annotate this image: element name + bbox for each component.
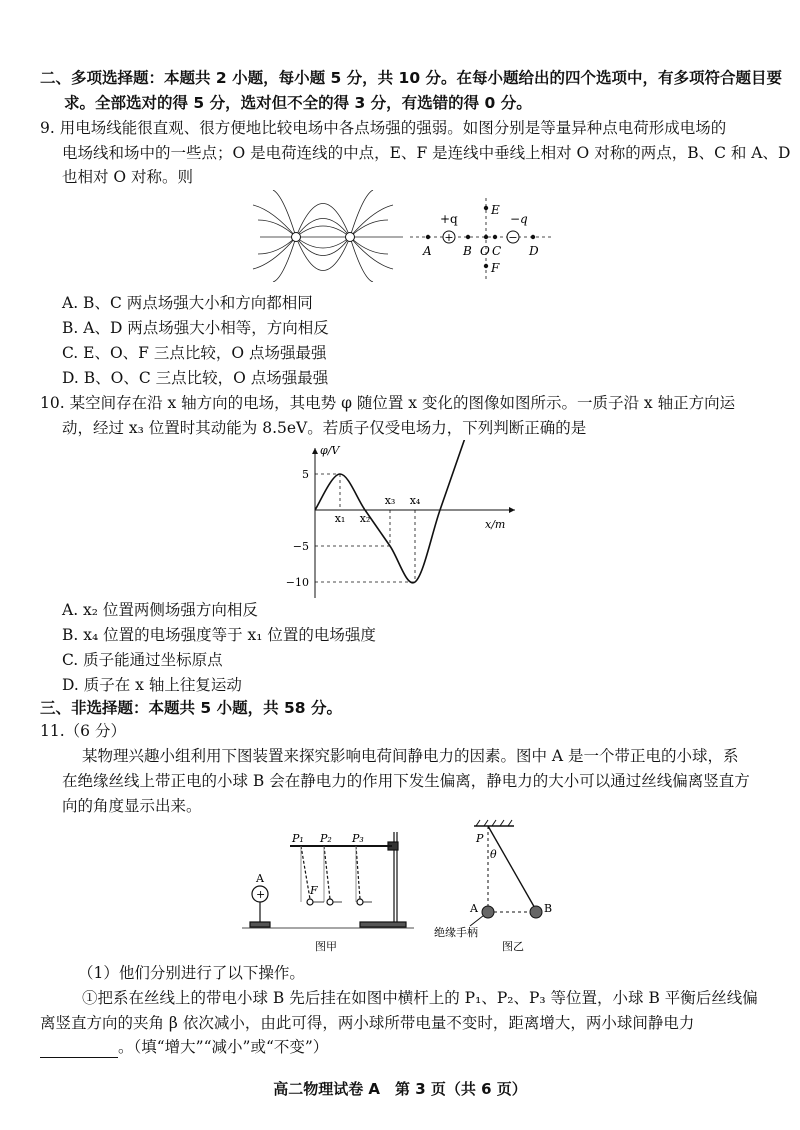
x-tick-label: x₂ bbox=[359, 512, 371, 525]
svg-text:F: F bbox=[310, 884, 318, 897]
q10-stem-line1: 10. 某空间存在沿 x 轴方向的电场，其电势 φ 随位置 x 变化的图像如图所示。一质子沿 x 轴正方向运 bbox=[40, 394, 736, 412]
svg-text:D: D bbox=[529, 244, 539, 258]
svg-text:F: F bbox=[491, 261, 500, 275]
q10-option-d: D. 质子在 x 轴上往复运动 bbox=[62, 676, 242, 694]
svg-text:+: + bbox=[256, 888, 266, 901]
svg-text:B: B bbox=[544, 902, 553, 915]
section2-heading-line2: 求。全部选对的得 5 分，选对但不全的得 3 分，有选错的得 0 分。 bbox=[64, 94, 532, 112]
q11-para-line2: 在绝缘丝线上带正电的小球 B 会在静电力的作用下发生偏离，静电力的大小可以通过丝线偏离竖直方 bbox=[62, 772, 750, 790]
svg-text:A: A bbox=[423, 244, 432, 258]
x-tick-label: x₁ bbox=[334, 512, 346, 525]
q10-option-c: C. 质子能通过坐标原点 bbox=[62, 651, 223, 669]
section2-heading-line1: 二、多项选择题：本题共 2 小题，每小题 5 分，共 10 分。在每小题给出的四个选项中，有多项符合题目要 bbox=[40, 69, 783, 87]
q11-item1-line1: ①把系在丝线上的带电小球 B 先后挂在如图中横杆上的 P₁、P₂、P₃ 等位置，小球 B 平衡后丝线偏 bbox=[82, 989, 758, 1007]
q10-option-b: B. x₄ 位置的电场强度等于 x₁ 位置的电场强度 bbox=[62, 626, 376, 644]
q11-item1-line3 bbox=[40, 1036, 328, 1058]
x-tick-label: x₄ bbox=[409, 494, 421, 507]
q9-stem-line1: 9. 用电场线能很直观、很方便地比较电场中各点场强的强弱。如图分别是等量异种点电荷形成电场的 bbox=[40, 119, 727, 137]
y-tick-label: 5 bbox=[302, 468, 309, 481]
q11-para-line3: 向的角度显示出来。 bbox=[62, 797, 202, 815]
q11-figure-a bbox=[242, 822, 417, 957]
y-tick-label: −5 bbox=[292, 540, 309, 553]
negative-charge-icon bbox=[346, 233, 355, 242]
figure-a-caption: 图甲 bbox=[315, 940, 337, 953]
q9-stem-line3: 也相对 O 对称。则 bbox=[62, 168, 194, 186]
positive-charge-icon bbox=[292, 233, 301, 242]
q9-option-c: C. E、O、F 三点比较，O 点场强最强 bbox=[62, 344, 327, 362]
x-tick-label: x₃ bbox=[384, 494, 396, 507]
q9-option-d: D. B、O、C 三点比较，O 点场强最强 bbox=[62, 369, 329, 387]
point-diagram bbox=[410, 198, 553, 280]
section3-heading: 三、非选择题：本题共 5 小题，共 58 分。 bbox=[40, 699, 342, 717]
answer-blank[interactable] bbox=[40, 1041, 118, 1058]
svg-text:E: E bbox=[491, 203, 500, 217]
q11-item1-line2: 离竖直方向的夹角 β 依次减小，由此可得，两小球所带电量不变时，距离增大，两小球间静电力 bbox=[40, 1014, 695, 1032]
svg-text:−q: −q bbox=[510, 212, 528, 226]
q9-option-a: A. B、C 两点场强大小和方向都相同 bbox=[62, 294, 313, 312]
q10-option-a: A. x₂ 位置两侧场强方向相反 bbox=[62, 601, 258, 619]
svg-text:C: C bbox=[492, 244, 502, 258]
svg-text:绝缘手柄: 绝缘手柄 bbox=[434, 926, 478, 939]
svg-text:+: + bbox=[444, 231, 454, 244]
svg-text:B: B bbox=[463, 244, 472, 258]
q9-option-b: B. A、D 两点场强大小相等，方向相反 bbox=[62, 319, 329, 337]
q9-field-figure bbox=[248, 190, 558, 282]
svg-text:A: A bbox=[256, 872, 264, 885]
svg-text:θ: θ bbox=[490, 848, 497, 861]
phi-x-chart bbox=[280, 440, 520, 600]
q11-sub1: （1）他们分别进行了以下操作。 bbox=[78, 964, 305, 982]
q11-item1-line3-tail: 。（填“增大”“减小”或“不变”） bbox=[118, 1038, 329, 1056]
svg-text:P: P bbox=[476, 832, 484, 845]
svg-text:−: − bbox=[508, 231, 518, 244]
svg-text:P₃: P₃ bbox=[352, 832, 364, 845]
q11-number: 11.（6 分） bbox=[40, 722, 126, 740]
y-tick-label: −10 bbox=[285, 576, 309, 589]
page-footer: 高二物理试卷 A 第 3 页（共 6 页） bbox=[273, 1080, 527, 1098]
x-axis-label: x/m bbox=[485, 518, 506, 531]
q10-stem-line2: 动，经过 x₃ 位置时其动能为 8.5eV。若质子仅受电场力，下列判断正确的是 bbox=[62, 419, 587, 437]
q11-para-line1: 某物理兴趣小组利用下图装置来探究影响电荷间静电力的因素。图中 A 是一个带正电的小球，系 bbox=[82, 747, 739, 765]
svg-text:P₂: P₂ bbox=[320, 832, 332, 845]
svg-text:O: O bbox=[480, 244, 490, 258]
svg-text:+q: +q bbox=[440, 212, 458, 226]
field-lines-diagram bbox=[253, 190, 403, 282]
svg-text:P₁: P₁ bbox=[292, 832, 304, 845]
svg-text:A: A bbox=[470, 902, 478, 915]
q11-figure-b bbox=[430, 816, 560, 956]
figure-b-caption: 图乙 bbox=[502, 940, 524, 953]
q9-stem-line2: 电场线和场中的一些点；O 是电荷连线的中点，E、F 是连线中垂线上相对 O 对称的两点，B、C 和 A、D bbox=[62, 144, 791, 162]
y-axis-label: φ/V bbox=[320, 444, 340, 457]
